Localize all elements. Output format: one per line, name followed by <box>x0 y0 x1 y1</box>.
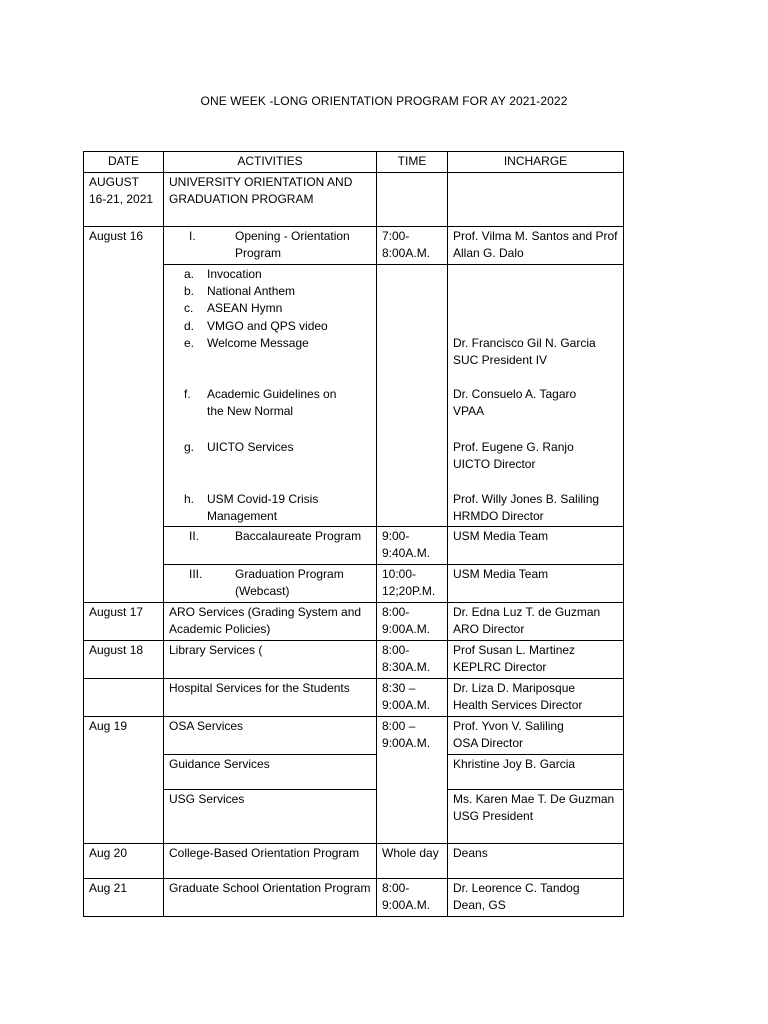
activity-text: Opening - Orientation Program <box>235 228 350 260</box>
incharge-cell <box>448 754 624 789</box>
schedule-table <box>83 151 624 917</box>
table-row <box>84 264 624 526</box>
list-letter: h. <box>184 491 195 506</box>
list-item: Academic Guidelines on the New Normal <box>207 386 337 418</box>
incharge-cell <box>448 640 624 678</box>
incharge-cell <box>448 264 624 526</box>
incharge-cell <box>448 789 624 843</box>
table-row <box>84 678 624 716</box>
incharge-role: KEPLRC Director <box>453 660 547 674</box>
incharge-role: VPAA <box>453 404 485 418</box>
incharge-name: Prof. Yvon V. Saliling <box>453 718 564 733</box>
table-row <box>84 226 624 264</box>
incharge-role: Dean, GS <box>453 898 506 912</box>
roman-numeral: I. <box>189 228 196 243</box>
activity-cell <box>164 526 377 564</box>
table-row <box>84 754 624 789</box>
table-row <box>84 716 624 754</box>
activity-cell: Guidance Services <box>164 754 377 789</box>
list-letter: e. <box>184 335 195 350</box>
time-cell: 8:00-9:00A.M. <box>377 602 448 640</box>
incharge-cell: USM Media Team <box>448 526 624 564</box>
incharge-role: SUC President IV <box>453 353 548 367</box>
activity-cell: Hospital Services for the Students <box>164 678 377 716</box>
document-title: ONE WEEK -LONG ORIENTATION PROGRAM FOR AY 2021-2022 <box>200 94 568 108</box>
incharge-name: Prof Susan L. Martinez <box>453 642 576 657</box>
list-letter: a. <box>184 266 195 281</box>
incharge-name: Dr. Edna Luz T. de Guzman <box>453 604 601 619</box>
header-time: TIME <box>377 152 448 173</box>
list-item: ASEAN Hymn <box>207 300 283 315</box>
time-cell <box>377 172 448 226</box>
date-cell: AUGUST 16-21, 2021 <box>84 172 164 226</box>
list-item: USM Covid-19 Crisis Management <box>207 491 319 523</box>
activity-cell: OSA Services <box>164 716 377 754</box>
list-letter: d. <box>184 318 195 333</box>
date-cell: Aug 20 <box>84 843 164 878</box>
incharge-name: Dr. Liza D. Mariposque <box>453 680 576 695</box>
time-cell: 8:00-8:30A.M. <box>377 640 448 678</box>
table-row <box>84 640 624 678</box>
incharge-cell <box>448 716 624 754</box>
list-letter: c. <box>184 300 194 315</box>
incharge-cell: Deans <box>448 843 624 878</box>
table-row <box>84 564 624 602</box>
list-item: VMGO and QPS video <box>207 318 328 333</box>
incharge-name: Dr. Consuelo A. Tagaro <box>453 386 577 401</box>
activity-cell: UNIVERSITY ORIENTATION AND GRADUATION PROGRAM <box>164 172 377 226</box>
incharge-role: UICTO Director <box>453 457 536 471</box>
table-row <box>84 789 624 843</box>
date-cell: Aug 19 <box>84 716 164 843</box>
table-row <box>84 602 624 640</box>
activity-text: Baccalaureate Program <box>235 528 362 543</box>
incharge-name: Dr. Leorence C. Tandog <box>453 880 580 895</box>
table-row <box>84 172 624 226</box>
incharge-name: Prof. Eugene G. Ranjo <box>453 439 574 454</box>
list-item: Invocation <box>207 266 262 281</box>
incharge-role: HRMDO Director <box>453 509 544 523</box>
activity-cell: ARO Services (Grading System and Academic Policies) <box>164 602 377 640</box>
date-cell: August 18 <box>84 640 164 678</box>
header-date: DATE <box>84 152 164 173</box>
time-cell: 10:00-12;20P.M. <box>377 564 448 602</box>
roman-numeral: II. <box>189 528 200 543</box>
table-row <box>84 843 624 878</box>
incharge-role: ARO Director <box>453 622 525 636</box>
list-item: UICTO Services <box>207 439 294 454</box>
time-cell: 8:00 – 9:00A.M. <box>377 716 448 843</box>
activity-cell: College-Based Orientation Program <box>164 843 377 878</box>
incharge-cell: Prof. Vilma M. Santos and Prof Allan G. Dalo <box>448 226 624 264</box>
incharge-cell <box>448 878 624 916</box>
incharge-cell <box>448 172 624 226</box>
incharge-role: Health Services Director <box>453 698 583 712</box>
incharge-name: Prof. Willy Jones B. Saliling <box>453 491 600 506</box>
incharge-cell <box>448 678 624 716</box>
incharge-name: Ms. Karen Mae T. De Guzman <box>453 791 615 806</box>
date-cell: August 16 <box>84 226 164 602</box>
date-cell: August 17 <box>84 602 164 640</box>
activity-cell <box>164 564 377 602</box>
activity-cell: Graduate School Orientation Program <box>164 878 377 916</box>
incharge-cell: USM Media Team <box>448 564 624 602</box>
incharge-cell <box>448 602 624 640</box>
activity-cell <box>164 264 377 526</box>
incharge-role: USG President <box>453 809 534 823</box>
header-incharge: INCHARGE <box>448 152 624 173</box>
list-item: Welcome Message <box>207 335 309 350</box>
table-row <box>84 878 624 916</box>
date-cell <box>84 678 164 716</box>
list-letter: b. <box>184 283 195 298</box>
incharge-name: Dr. Francisco Gil N. Garcia <box>453 335 596 350</box>
table-header-row <box>84 152 624 173</box>
time-cell: 9:00-9:40A.M. <box>377 526 448 564</box>
activity-text: Graduation Program (Webcast) <box>235 566 344 598</box>
date-cell: Aug 21 <box>84 878 164 916</box>
activity-cell <box>164 226 377 264</box>
activity-cell: Library Services ( <box>164 640 377 678</box>
time-cell: 7:00-8:00A.M. <box>377 226 448 264</box>
header-activities: ACTIVITIES <box>164 152 377 173</box>
time-cell: Whole day <box>377 843 448 878</box>
incharge-role: OSA Director <box>453 736 524 750</box>
list-letter: f. <box>184 386 191 401</box>
time-cell <box>377 264 448 526</box>
activity-cell: USG Services <box>164 789 377 843</box>
list-item: National Anthem <box>207 283 296 298</box>
incharge-name: Khristine Joy B. Garcia <box>453 756 576 771</box>
time-cell: 8:30 – 9:00A.M. <box>377 678 448 716</box>
table-row <box>84 526 624 564</box>
list-letter: g. <box>184 439 195 454</box>
time-cell: 8:00-9:00A.M. <box>377 878 448 916</box>
roman-numeral: III. <box>189 566 203 581</box>
